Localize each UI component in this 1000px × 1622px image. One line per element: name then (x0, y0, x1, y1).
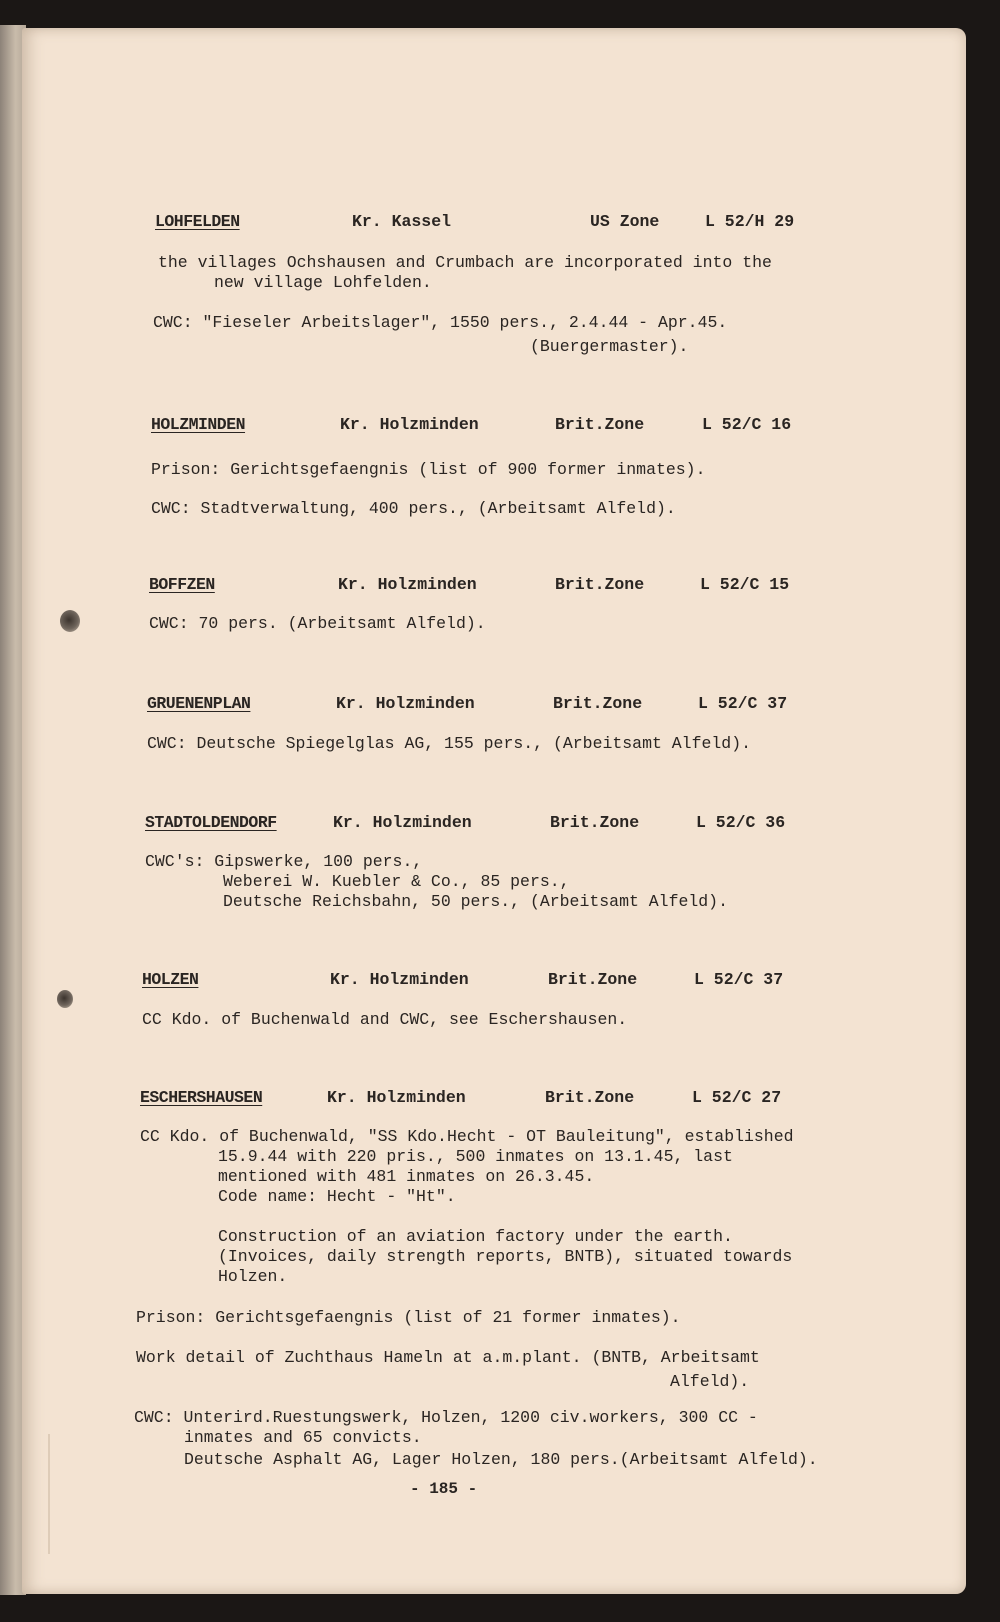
place-name: ESCHERSHAUSEN (140, 1088, 263, 1107)
entry-header (0, 694, 944, 716)
reference: L 52/H 29 (705, 212, 795, 231)
entry-header (0, 575, 944, 597)
punch-hole (60, 610, 80, 632)
text-line: CWC: Deutsche Spiegelglas AG, 155 pers., (Arbeitsamt Alfeld). (147, 734, 751, 753)
place-name: LOHFELDEN (155, 212, 240, 231)
zone: Brit.Zone (555, 575, 645, 594)
text-line: CWC: Unterird.Ruestungswerk, Holzen, 1200 civ.workers, 300 CC - (134, 1408, 758, 1427)
page-edges (48, 1434, 90, 1554)
text-line: mentioned with 481 inmates on 26.3.45. (218, 1167, 595, 1186)
reference: L 52/C 15 (700, 575, 790, 594)
text-line: CWC: Stadtverwaltung, 400 pers., (Arbeitsamt Alfeld). (151, 499, 676, 518)
reference: L 52/C 37 (698, 694, 788, 713)
text-line: Work detail of Zuchthaus Hameln at a.m.plant. (BNTB, Arbeitsamt (136, 1348, 760, 1367)
place-name: BOFFZEN (149, 575, 215, 594)
district: Kr. Kassel (352, 212, 452, 231)
text-line: Deutsche Reichsbahn, 50 pers., (Arbeitsamt Alfeld). (223, 892, 728, 911)
text-line: Deutsche Asphalt AG, Lager Holzen, 180 pers.(Arbeitsamt Alfeld). (184, 1450, 818, 1469)
text-line: Weberei W. Kuebler & Co., 85 pers., (223, 872, 570, 891)
zone: Brit.Zone (555, 415, 645, 434)
zone: US Zone (590, 212, 660, 231)
page-number: - 185 - (410, 1480, 478, 1498)
reference: L 52/C 37 (694, 970, 784, 989)
text-line: 15.9.44 with 220 pris., 500 inmates on 13.1.45, last (218, 1147, 733, 1166)
text-line: Alfeld). (670, 1372, 750, 1391)
punch-hole (57, 990, 73, 1008)
text-line: CWC: 70 pers. (Arbeitsamt Alfeld). (149, 614, 486, 633)
text-line: (Buergermaster). (530, 337, 689, 356)
text-line: Holzen. (218, 1267, 288, 1286)
text-line: CWC's: Gipswerke, 100 pers., (145, 852, 423, 871)
reference: L 52/C 36 (696, 813, 786, 832)
text-line: inmates and 65 convicts. (184, 1428, 422, 1447)
zone: Brit.Zone (553, 694, 643, 713)
district: Kr. Holzminden (333, 813, 472, 832)
text-line: Construction of an aviation factory under the earth. (218, 1227, 733, 1246)
district: Kr. Holzminden (336, 694, 475, 713)
place-name: GRUENENPLAN (147, 694, 251, 713)
zone: Brit.Zone (550, 813, 640, 832)
place-name: HOLZEN (142, 970, 199, 989)
text-line: CWC: "Fieseler Arbeitslager", 1550 pers., 2.4.44 - Apr.45. (153, 313, 728, 332)
text-line: the villages Ochshausen and Crumbach are incorporated into the (158, 253, 772, 272)
district: Kr. Holzminden (338, 575, 477, 594)
text-line: Code name: Hecht - "Ht". (218, 1187, 456, 1206)
entry-header (0, 970, 944, 992)
district: Kr. Holzminden (330, 970, 469, 989)
place-name: HOLZMINDEN (151, 415, 246, 434)
zone: Brit.Zone (545, 1088, 635, 1107)
text-line: Prison: Gerichtsgefaengnis (list of 900 former inmates). (151, 460, 706, 479)
entry-header (0, 1088, 944, 1110)
entry-header (0, 813, 944, 835)
text-line: Prison: Gerichtsgefaengnis (list of 21 former inmates). (136, 1308, 681, 1327)
district: Kr. Holzminden (340, 415, 479, 434)
entry-header (0, 212, 944, 234)
text-line: CC Kdo. of Buchenwald, "SS Kdo.Hecht - OT Bauleitung", established (140, 1127, 794, 1146)
text-line: new village Lohfelden. (214, 273, 432, 292)
place-name: STADTOLDENDORF (145, 813, 277, 832)
reference: L 52/C 16 (702, 415, 792, 434)
reference: L 52/C 27 (692, 1088, 782, 1107)
district: Kr. Holzminden (327, 1088, 466, 1107)
text-line: (Invoices, daily strength reports, BNTB), situated towards (218, 1247, 793, 1266)
text-line: CC Kdo. of Buchenwald and CWC, see Eschershausen. (142, 1010, 628, 1029)
zone: Brit.Zone (548, 970, 638, 989)
entry-header (0, 415, 944, 437)
